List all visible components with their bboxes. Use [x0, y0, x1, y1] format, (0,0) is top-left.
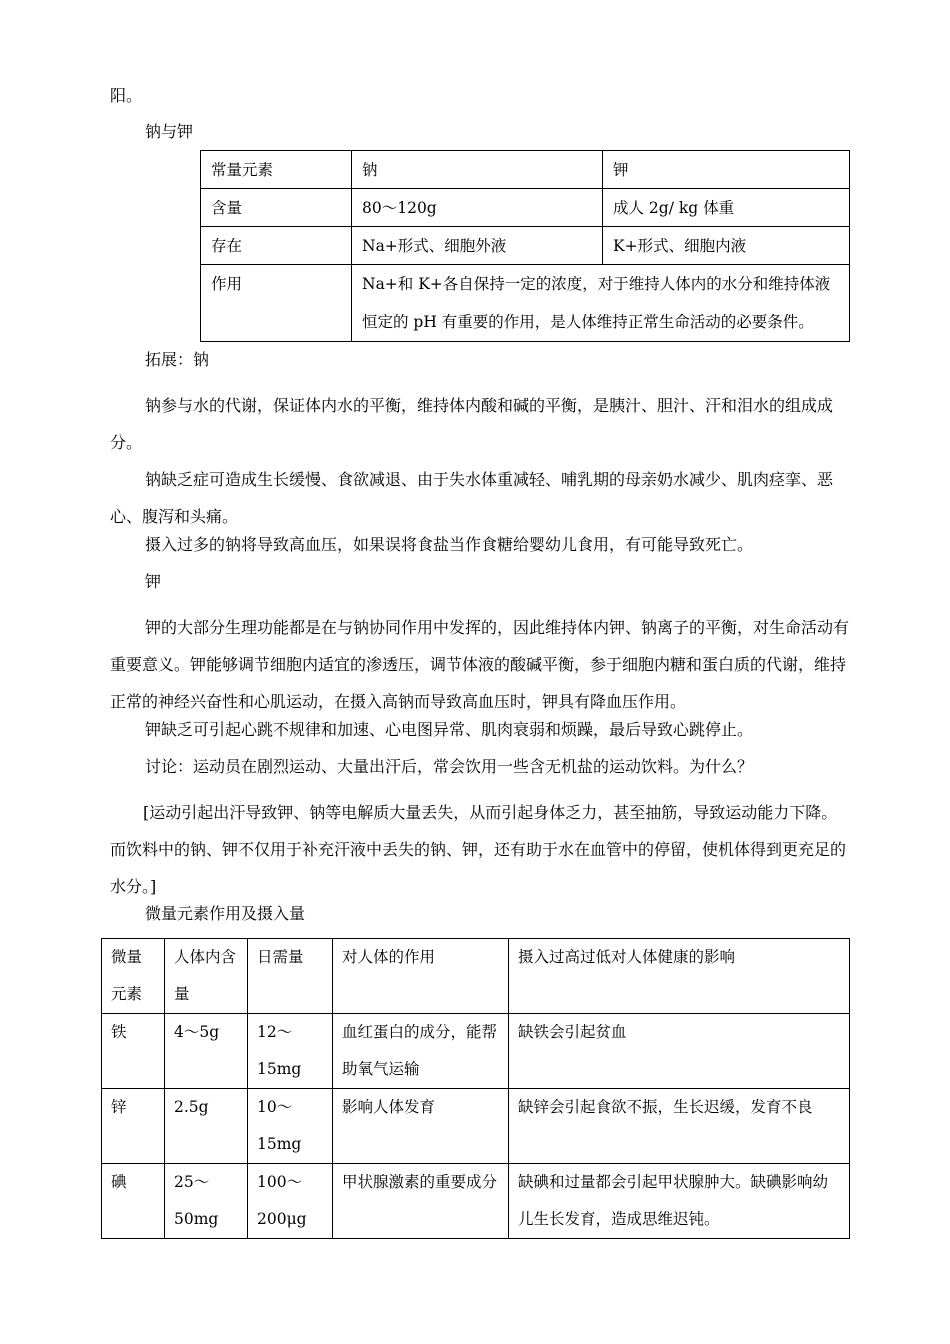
cell-text: 血红蛋白的成分，能帮助氧气运输	[342, 1023, 498, 1078]
table-cell	[333, 1164, 509, 1239]
discussion-answer: [运动引起出汗导致钾、钠等电解质大量丢失，从而引起身体乏力，甚至抽筋，导致运动能力下降。而饮料中的钠、钾不仅用于补充汗液中丢失的钠、钾，还有助于水在血管中的停留，使机体得到更充足的水分。]	[110, 803, 847, 896]
heading-sodium-potassium: 钠与钾	[145, 122, 194, 141]
table-cell	[333, 1014, 509, 1089]
table-cell	[509, 1089, 850, 1164]
cell-text: 微量元素	[111, 948, 143, 1003]
heading-extend-sodium: 拓展：钠	[145, 350, 210, 369]
cell-text: 缺铁会引起贫血	[518, 1023, 627, 1041]
sodium-paragraph-2: 钠缺乏症可造成生长缓慢、食欲减退、由于失水体重减轻、哺乳期的母亲奶水减少、肌肉痉挛、恶心、腹泻和头痛。	[110, 470, 834, 526]
table-cell	[248, 1089, 333, 1164]
table-header-cell	[248, 939, 333, 1014]
paragraph-text: 钠参与水的代谢，保证体内水的平衡，维持体内酸和碱的平衡，是胰汁、胆汁、汗和泪水的组成成分。	[110, 396, 834, 452]
table-cell	[102, 1164, 165, 1239]
table-header-cell	[509, 939, 850, 1014]
table-cell	[248, 1014, 333, 1089]
table-cell: 存在	[201, 227, 352, 265]
table-cell: Na+和 K+各自保持一定的浓度，对于维持人体内的水分和维持体液恒定的 pH 有重要的作用，是人体维持正常生命活动的必要条件。	[352, 265, 850, 342]
sodium-paragraph-3: 摄入过多的钠将导致高血压，如果误将食盐当作食糖给婴幼儿食用，有可能导致死亡。	[145, 535, 754, 554]
heading-potassium: 钾	[145, 572, 162, 591]
table-header-cell: 钠	[352, 151, 603, 189]
table-cell	[509, 1014, 850, 1089]
table-cell	[165, 1089, 248, 1164]
cell-text: 缺锌会引起食欲不振，生长迟缓，发育不良	[518, 1098, 813, 1116]
cell-text: 甲状腺激素的重要成分	[342, 1173, 498, 1191]
cell-text: 影响人体发育	[342, 1098, 436, 1116]
table-row	[102, 1089, 850, 1164]
table-cell	[248, 1164, 333, 1239]
table-cell	[165, 1014, 248, 1089]
table-cell	[333, 1089, 509, 1164]
cell-text: 铁	[111, 1023, 127, 1041]
cell-text: 10～15mg	[257, 1098, 302, 1153]
table-header-cell	[333, 939, 509, 1014]
table-cell: 含量	[201, 189, 352, 227]
table-row	[102, 1164, 850, 1239]
trace-element-table	[101, 938, 850, 1239]
table-row	[201, 189, 850, 227]
table-cell	[102, 1089, 165, 1164]
table-cell: 成人 2g/ kg 体重	[603, 189, 850, 227]
cell-text: 对人体的作用	[342, 948, 436, 966]
cell-text: 摄入过高过低对人体健康的影响	[518, 948, 736, 966]
potassium-paragraph-1: 钾的大部分生理功能都是在与钠协同作用中发挥的，因此维持体内钾、钠离子的平衡，对生命活动有重要意义。钾能够调节细胞内适宜的渗透压，调节体液的酸碱平衡，参于细胞内糖和蛋白质的代谢，维持正常的神经兴奋性和心肌运动，在摄入高钠而导致高血压时，钾具有降血压作用。	[110, 618, 850, 711]
table-cell	[509, 1164, 850, 1239]
cell-text: 人体内含量	[174, 948, 237, 1003]
table-row	[102, 1014, 850, 1089]
cell-text: 12～15mg	[257, 1023, 302, 1078]
table-header-cell	[102, 939, 165, 1014]
table-cell	[102, 1014, 165, 1089]
cell-text: 2.5g	[174, 1098, 209, 1116]
table-cell	[165, 1164, 248, 1239]
cell-text: 日需量	[257, 948, 304, 966]
table-row	[201, 265, 850, 342]
table-cell: K+形式、细胞内液	[603, 227, 850, 265]
table-header-row	[102, 939, 850, 1014]
table-cell: Na+形式、细胞外液	[352, 227, 603, 265]
cell-text: 100～200μg	[257, 1173, 307, 1228]
cell-text: 碘	[111, 1173, 127, 1191]
macro-element-table	[200, 150, 850, 342]
table-cell: 80～120g	[352, 189, 603, 227]
table-header-row	[201, 151, 850, 189]
cell-text: 缺碘和过量都会引起甲状腺肿大。缺碘影响幼儿生长发育，造成思维迟钝。	[518, 1173, 829, 1228]
table-cell: 作用	[201, 265, 352, 342]
table-header-cell: 常量元素	[201, 151, 352, 189]
paragraph-tail: 阳。	[110, 86, 143, 105]
heading-trace-elements: 微量元素作用及摄入量	[145, 904, 306, 923]
cell-text: 锌	[111, 1098, 127, 1116]
cell-text: 4～5g	[174, 1023, 220, 1041]
table-row	[201, 227, 850, 265]
discussion-question: 讨论：运动员在剧烈运动、大量出汗后，常会饮用一些含无机盐的运动饮料。为什么？	[145, 757, 754, 776]
table-header-cell: 钾	[603, 151, 850, 189]
table-header-cell	[165, 939, 248, 1014]
potassium-paragraph-2: 钾缺乏可引起心跳不规律和加速、心电图异常、肌肉衰弱和烦躁，最后导致心跳停止。	[145, 720, 754, 739]
sodium-paragraph-1	[110, 387, 850, 461]
cell-text: 25～50mg	[174, 1173, 219, 1228]
